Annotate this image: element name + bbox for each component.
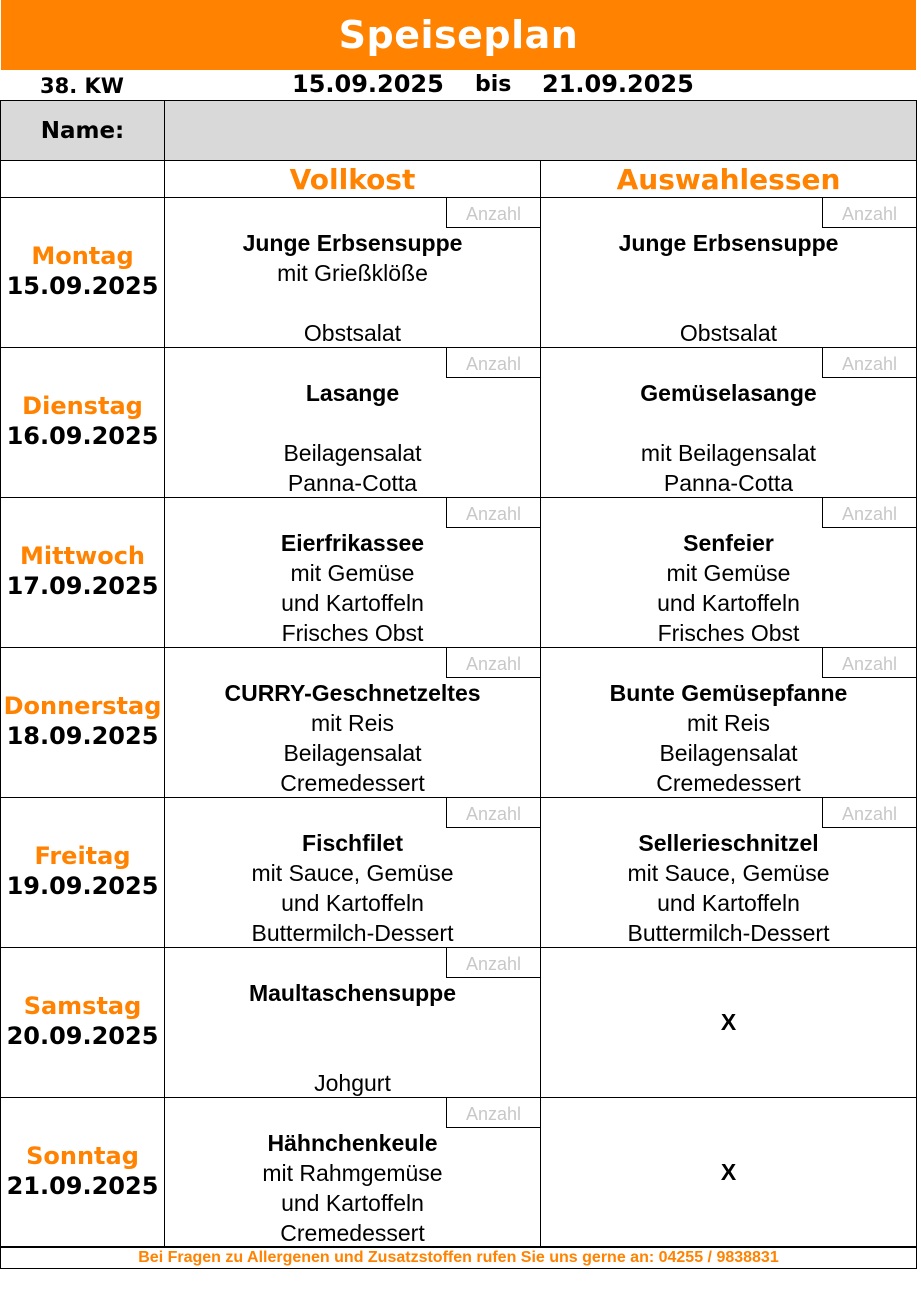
day-name: Dienstag	[22, 391, 143, 420]
meal-description	[165, 1128, 540, 1248]
meal-line: Obstsalat	[303, 320, 402, 346]
day-label	[0, 497, 165, 648]
day-label	[0, 947, 165, 1098]
date-separator: bis	[475, 72, 512, 97]
meal-line: Beilagensalat	[659, 740, 798, 766]
day-label	[0, 1097, 165, 1248]
day-name: Freitag	[34, 841, 131, 870]
meal-description	[165, 228, 540, 348]
meal-line: mit Gemüse	[666, 560, 791, 586]
meal-description	[165, 978, 540, 1098]
no-meal-mark: X	[720, 1009, 737, 1035]
meal-title: Junge Erbsensuppe	[242, 230, 463, 256]
meal-description	[541, 378, 916, 498]
day-label	[0, 197, 165, 348]
meal-line: Obstsalat	[679, 320, 778, 346]
meal-description	[165, 828, 540, 948]
meal-cell-auswahlessen	[540, 947, 917, 1098]
meal-title: Hähnchenkeule	[267, 1130, 438, 1156]
day-date: 15.09.2025	[6, 271, 159, 300]
meal-line: mit Reis	[686, 710, 771, 736]
meal-cell-vollkost	[164, 797, 541, 948]
meal-line: Cremedessert	[280, 1220, 425, 1246]
meal-line	[165, 1038, 540, 1068]
day-date: 19.09.2025	[6, 871, 159, 900]
meal-description	[165, 528, 540, 648]
meal-cell-auswahlessen	[540, 497, 917, 648]
meal-cell-auswahlessen	[540, 647, 917, 798]
count-field[interactable]: Anzahl	[446, 648, 540, 678]
name-field[interactable]	[164, 100, 917, 161]
meal-line	[165, 408, 540, 438]
count-field[interactable]: Anzahl	[822, 198, 916, 228]
meal-title: Senfeier	[683, 530, 774, 556]
meal-line: und Kartoffeln	[281, 590, 424, 616]
meal-cell-vollkost	[164, 947, 541, 1098]
meal-line: mit Reis	[310, 710, 395, 736]
day-label	[0, 797, 165, 948]
meal-title: Bunte Gemüsepfanne	[609, 680, 848, 706]
date-to: 21.09.2025	[542, 70, 694, 98]
meal-line: Cremedessert	[656, 770, 801, 796]
meal-title: CURRY-Geschnetzeltes	[224, 680, 481, 706]
day-name: Montag	[31, 241, 134, 270]
allergen-footer: Bei Fragen zu Allergenen und Zusatzstoffen rufen Sie uns gerne an: 04255 / 9838831	[0, 1246, 917, 1269]
column-header-empty	[0, 160, 165, 198]
count-field[interactable]: Anzahl	[822, 798, 916, 828]
meal-line: Beilagensalat	[283, 440, 422, 466]
meal-cell-auswahlessen	[540, 197, 917, 348]
meal-line: mit Gemüse	[290, 560, 415, 586]
meal-line: Beilagensalat	[283, 740, 422, 766]
meal-line: Panna-Cotta	[663, 470, 794, 496]
meal-line: Johgurt	[314, 1070, 391, 1096]
meal-line: Frisches Obst	[657, 620, 800, 646]
meal-title: Sellerieschnitzel	[638, 830, 819, 856]
meal-cell-auswahlessen	[540, 1097, 917, 1248]
meal-cell-vollkost	[164, 497, 541, 648]
day-name: Sonntag	[26, 1141, 139, 1170]
name-label: Name:	[0, 100, 165, 161]
meal-line	[541, 258, 916, 288]
day-label	[0, 347, 165, 498]
meal-cell-vollkost	[164, 1097, 541, 1248]
meal-title: Lasange	[305, 380, 400, 406]
meal-line	[541, 288, 916, 318]
day-name: Donnerstag	[3, 691, 162, 720]
meal-line: mit Beilagensalat	[640, 440, 817, 466]
meal-title: Junge Erbsensuppe	[618, 230, 839, 256]
count-field[interactable]: Anzahl	[446, 498, 540, 528]
day-date: 16.09.2025	[6, 421, 159, 450]
meal-line: mit Grießklöße	[277, 260, 428, 286]
date-from: 15.09.2025	[292, 70, 444, 98]
meal-line: mit Sauce, Gemüse	[627, 860, 830, 886]
count-field[interactable]: Anzahl	[822, 648, 916, 678]
day-name: Mittwoch	[19, 541, 146, 570]
meal-line: Frisches Obst	[281, 620, 424, 646]
meal-description	[165, 378, 540, 498]
meal-description	[541, 528, 916, 648]
meal-cell-vollkost	[164, 197, 541, 348]
day-date: 18.09.2025	[6, 721, 159, 750]
week-number: 38. KW	[40, 74, 124, 98]
count-field[interactable]: Anzahl	[446, 798, 540, 828]
column-header-auswahlessen: Auswahlessen	[540, 160, 917, 198]
count-field[interactable]: Anzahl	[822, 498, 916, 528]
meal-title: Eierfrikassee	[280, 530, 425, 556]
meal-line: Panna-Cotta	[287, 470, 418, 496]
count-field[interactable]: Anzahl	[446, 948, 540, 978]
day-date: 21.09.2025	[6, 1171, 159, 1200]
meal-description	[541, 678, 916, 798]
meal-line: Cremedessert	[280, 770, 425, 796]
day-label	[0, 647, 165, 798]
column-header-vollkost: Vollkost	[164, 160, 541, 198]
day-date: 17.09.2025	[6, 571, 159, 600]
day-name: Samstag	[23, 991, 142, 1020]
meal-title: Gemüselasange	[640, 380, 817, 406]
meal-line	[165, 1008, 540, 1038]
meal-line: mit Rahmgemüse	[262, 1160, 443, 1186]
meal-cell-auswahlessen	[540, 797, 917, 948]
meal-line	[541, 408, 916, 438]
meal-line: mit Sauce, Gemüse	[251, 860, 454, 886]
meal-title: Fischfilet	[302, 830, 403, 856]
meal-cell-vollkost	[164, 647, 541, 798]
meal-line: und Kartoffeln	[281, 890, 424, 916]
page-title: Speiseplan	[338, 13, 579, 57]
meal-description	[165, 678, 540, 798]
day-date: 20.09.2025	[6, 1021, 159, 1050]
meal-line: Buttermilch-Dessert	[627, 920, 830, 946]
no-meal-mark: X	[720, 1159, 737, 1185]
meal-cell-auswahlessen	[540, 347, 917, 498]
count-field[interactable]: Anzahl	[446, 198, 540, 228]
meal-description	[541, 828, 916, 948]
count-field[interactable]: Anzahl	[446, 348, 540, 378]
meal-description	[541, 228, 916, 348]
meal-line	[165, 288, 540, 318]
count-field[interactable]: Anzahl	[822, 348, 916, 378]
meal-line: und Kartoffeln	[281, 1190, 424, 1216]
count-field[interactable]: Anzahl	[446, 1098, 540, 1128]
meal-title: Maultaschensuppe	[248, 980, 457, 1006]
title-banner	[1, 0, 916, 70]
meal-line: und Kartoffeln	[657, 590, 800, 616]
meal-line: und Kartoffeln	[657, 890, 800, 916]
meal-cell-vollkost	[164, 347, 541, 498]
meal-line: Buttermilch-Dessert	[251, 920, 454, 946]
